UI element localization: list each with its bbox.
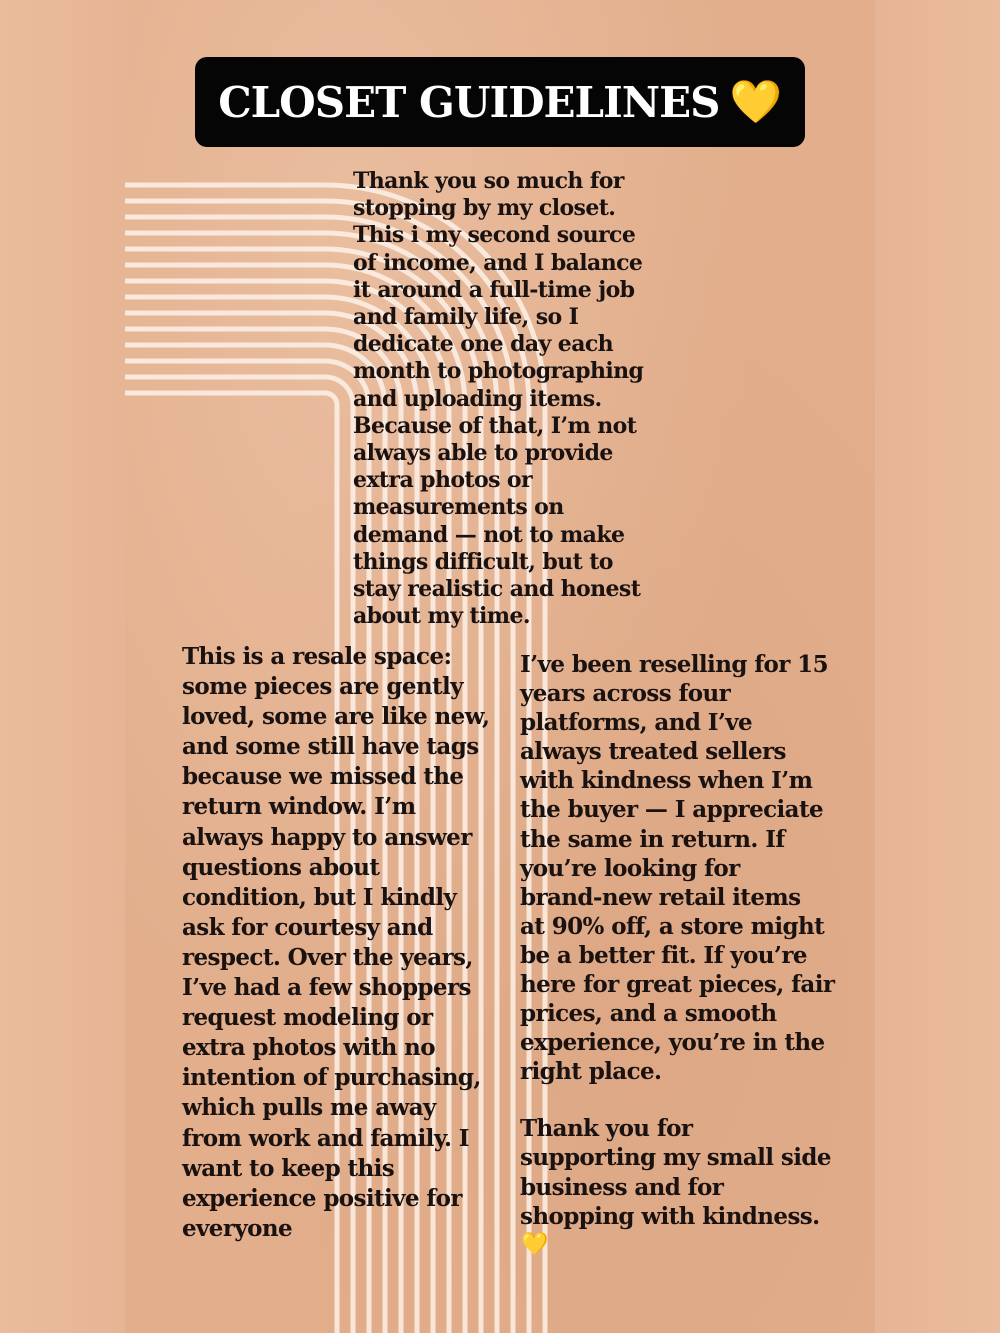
yellow-heart-icon: 💛 [521,1232,549,1257]
intro-paragraph: Thank you so much for stopping by my closet. This i my second source of income, and I balance it around a full-time job and family life, so I dedicate one day each month to photographing and uploading items. Because of that, I’m not always able to provide extra photos or measurements on demand — not to make things difficult, but to stay realistic and honest about my time. [353,168,644,630]
resale-space-paragraph: This is a resale space: some pieces are gently loved, some are like new, and some still have tags because we missed the return window. I’m always happy to answer questions about condition, but I kindly ask for courtesy and respect. Over the years, I’ve had a few shoppers request modeling or extra photos with no intention of purchasing, which pulls me away from work and family. I want to keep this experience positive for everyone [182,643,490,1242]
page-title: CLOSET GUIDELINES [218,77,720,127]
story-card [125,0,875,1333]
reselling-experience-paragraph: I’ve been reselling for 15 years across four platforms, and I’ve always treated sellers with kindness when I’m the buyer — I appreciate the same in return. If you’re looking for brand-new retail items at 90% off, a store might be a better fit. If you’re here for great pieces, fair prices, and a smooth experience, you’re in the right place. [520,651,835,1086]
yellow-heart-icon: 💛 [729,77,782,126]
title-banner [195,57,805,147]
closing-paragraph: Thank you for supporting my small side business and for shopping with kindness. [520,1115,831,1230]
